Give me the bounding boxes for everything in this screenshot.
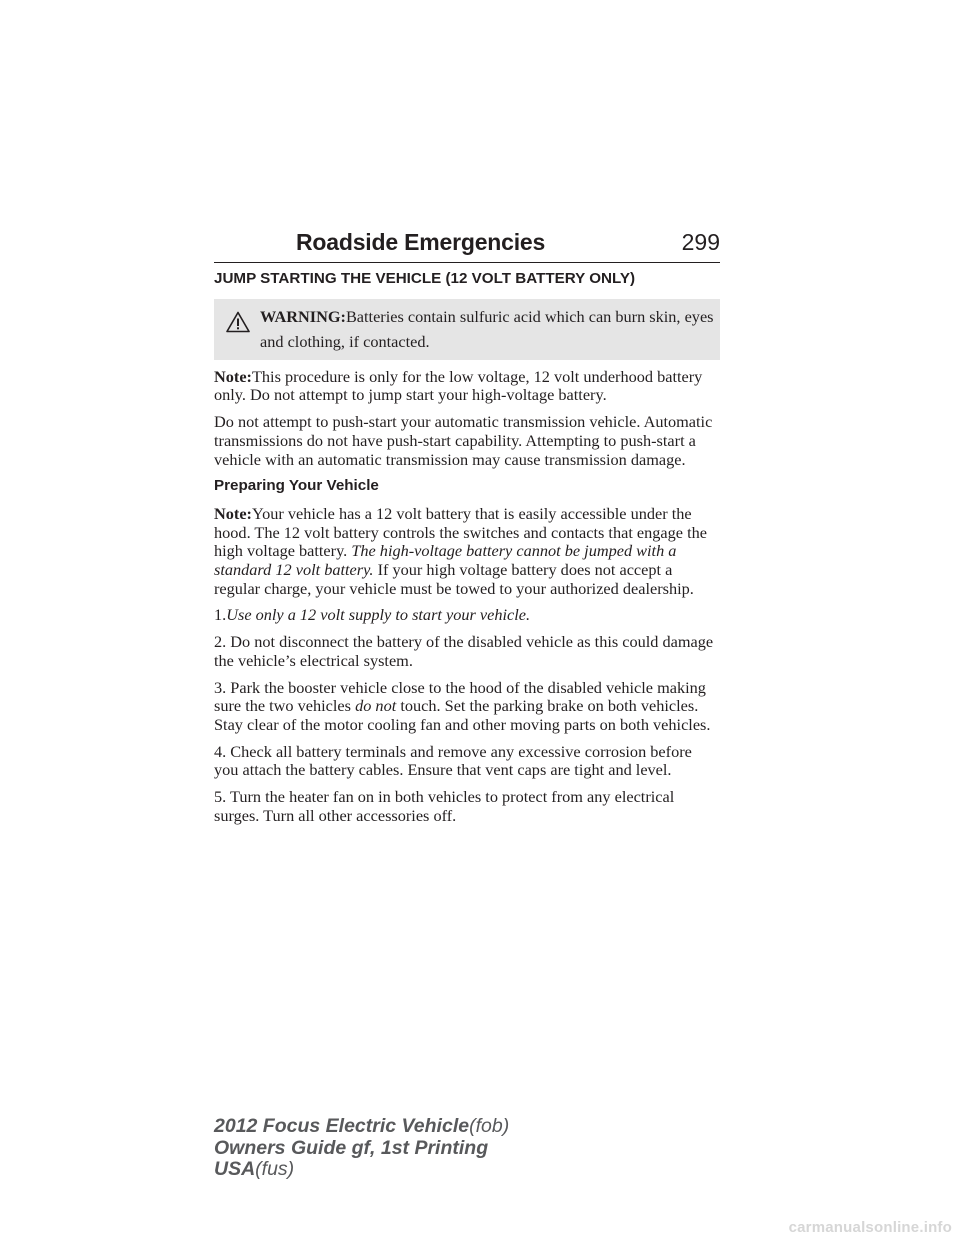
step-5: 5. Turn the heater fan on in both vehicles to protect from any electrical surges. Turn all other accessories off.: [214, 787, 675, 825]
page-header: [214, 228, 720, 263]
note-text: This procedure is only for the low voltage, 12 volt underhood battery only. Do not attempt to jump start your high-voltage battery.: [214, 366, 703, 405]
section-title: JUMP STARTING THE VEHICLE (12 VOLT BATTERY ONLY): [214, 270, 636, 287]
watermark: carmanualsonline.info: [788, 1219, 952, 1236]
footer-region: USA: [214, 1158, 256, 1180]
step-3-italic: do not: [355, 696, 397, 716]
push-start-paragraph: Do not attempt to push-start your automatic transmission vehicle. Automatic transmissions do not have push-start capability. Attempting to push-start a vehicle with an automatic transmission may cause transmission damage.: [214, 412, 713, 469]
note-battery: [214, 505, 720, 599]
footer-line-1: [214, 1116, 509, 1138]
note-label: Note:: [214, 366, 252, 386]
note-text: Your vehicle has a 12 volt battery that is easily accessible under the hood. The 12 volt battery controls the switches and contacts that engage the high voltage battery.: [214, 503, 707, 561]
step-4: 4. Check all battery terminals and remove any excessive corrosion before you attach the battery cables. Ensure that vent caps are tight and level.: [214, 741, 692, 780]
note-low-voltage: [214, 368, 720, 405]
subheading-preparing: Preparing Your Vehicle: [214, 477, 379, 495]
footer-model: 2012 Focus Electric Vehicle: [214, 1115, 470, 1137]
page-number: 299: [681, 229, 720, 255]
warning-triangle-icon: [226, 311, 250, 333]
header-title: Roadside Emergencies: [296, 229, 546, 255]
step-3-text: 3. Park the booster vehicle close to the hood of the disabled vehicle making sure the two vehicles: [214, 677, 706, 716]
note-label: Note:: [214, 503, 252, 523]
step-1-number: 1.: [214, 605, 227, 625]
step-3: [214, 679, 720, 735]
footer-printing: Owners Guide gf, 1st Printing: [214, 1136, 489, 1159]
footer-line-3: [214, 1159, 509, 1181]
page-footer: [214, 1116, 509, 1181]
footer-code: (fob): [469, 1115, 510, 1137]
step-1-text: Use only a 12 volt supply to start your vehicle.: [226, 605, 531, 625]
warning-body: Batteries contain sulfuric acid which can burn skin, eyes and clothing, if contacted.: [260, 306, 714, 351]
footer-region-code: (fus): [255, 1158, 295, 1180]
warning-text: [260, 304, 714, 354]
warning-label: WARNING:: [260, 306, 346, 326]
step-1: [214, 606, 720, 625]
note-text-after: If your high voltage battery does not accept a regular charge, your vehicle must be towed to your authorized dealership.: [214, 560, 694, 598]
page-content: [214, 270, 720, 833]
step-2: 2. Do not disconnect the battery of the disabled vehicle as this could damage the vehicle’s electrical system.: [214, 632, 714, 670]
step-3-text-after: touch. Set the parking brake on both vehicles. Stay clear of the motor cooling fan and other moving parts on both vehicles.: [214, 696, 711, 734]
note-italic-text: The high-voltage battery cannot be jumped with a standard 12 volt battery.: [214, 541, 677, 580]
footer-line-2: [214, 1138, 509, 1160]
warning-box: [214, 299, 720, 360]
